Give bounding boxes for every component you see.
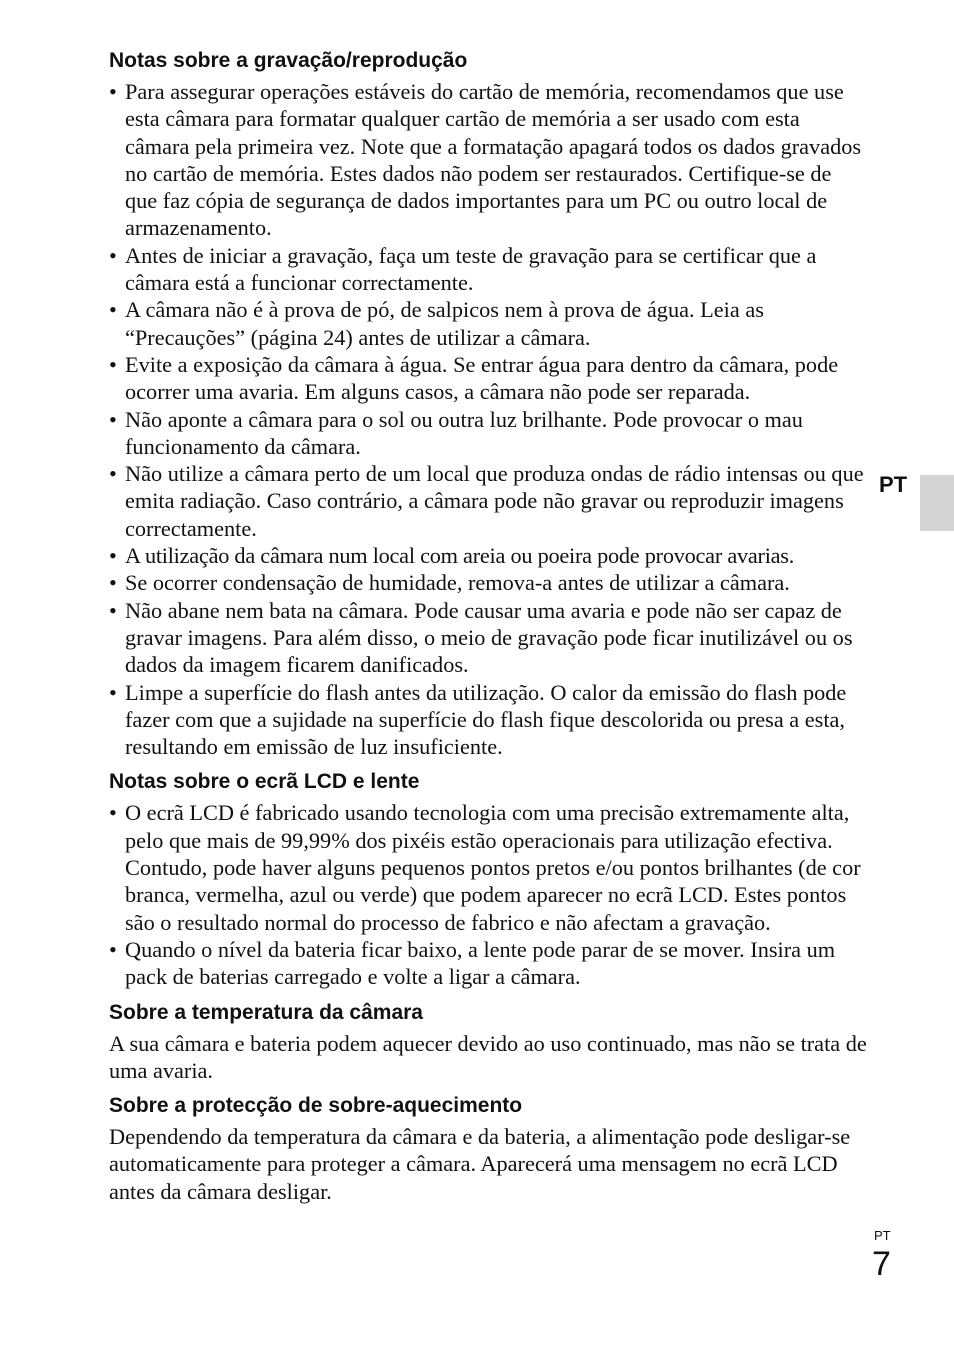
page-number: 7: [872, 1245, 891, 1283]
list-item: • A câmara não é à prova de pó, de salpicos nem à prova de água. Leia as “Precauções” (página 24) antes de utilizar a câmara.: [109, 296, 869, 351]
bullet-list: [109, 78, 869, 760]
list-item: • Limpe a superfície do flash antes da utilização. O calor da emissão do flash pode fazer com que a sujidade na superfície do flash fique descolorida ou presa a esta, resultando em emissão de luz insuficiente.: [109, 679, 869, 761]
section-heading: Notas sobre a gravação/reprodução: [109, 49, 468, 72]
section-heading: Sobre a protecção de sobre-aquecimento: [109, 1094, 523, 1118]
language-tab-label: PT: [879, 472, 908, 497]
bullet-list: [109, 799, 869, 990]
list-item: • Não abane nem bata na câmara. Pode causar uma avaria e pode não ser capaz de gravar imagens. Para além disso, o meio de gravação pode ficar inutilizável ou os dados da imagem ficarem danificados.: [109, 597, 869, 679]
section-recording-notes: [109, 48, 869, 760]
list-item: • Para assegurar operações estáveis do cartão de memória, recomendamos que use esta câmara para formatar qualquer cartão de memória a ser usado com esta câmara pela primeira vez. Note que a formatação apagará todos os dados gravados no cartão de memória. Estes dados não podem ser restaurados. Certifique-se de que faz cópia de segurança de dados importantes para um PC ou outro local de armazenamento.: [109, 78, 869, 242]
list-item: • Não utilize a câmara perto de um local que produza ondas de rádio intensas ou que emita radiação. Caso contrário, a câmara pode não gravar ou reproduzir imagens correctamente.: [109, 460, 869, 542]
section-heading: Notas sobre o ecrã LCD e lente: [109, 770, 420, 794]
section-paragraph: Dependendo da temperatura da câmara e da bateria, a alimentação pode desligar-se automaticamente para proteger a câmara. Aparecerá uma mensagem no ecrã LCD antes da câmara desligar.: [109, 1124, 851, 1204]
section-camera-temperature: [109, 1000, 869, 1085]
page-content: [109, 48, 869, 1214]
list-item: • Antes de iniciar a gravação, faça um teste de gravação para se certificar que a câmara está a funcionar correctamente.: [109, 242, 869, 297]
section-heading: Sobre a temperatura da câmara: [109, 1000, 423, 1024]
list-item: • Não aponte a câmara para o sol ou outra luz brilhante. Pode provocar o mau funcionamento da câmara.: [109, 406, 869, 461]
section-paragraph: A sua câmara e bateria podem aquecer devido ao uso continuado, mas não se trata de uma avaria.: [109, 1030, 867, 1083]
language-tab-marker: [920, 475, 954, 531]
list-item: • O ecrã LCD é fabricado usando tecnologia com uma precisão extremamente alta, pelo que mais de 99,99% dos pixéis estão operacionais para utilização efectiva. Contudo, pode haver alguns pequenos pontos pretos e/ou pontos brilhantes (de cor branca, vermelha, azul ou verde) que podem aparecer no ecrã LCD. Estes pontos são o resultado normal do processo de fabrico e não afectam a gravação.: [109, 799, 869, 935]
list-item: • Quando o nível da bateria ficar baixo, a lente pode parar de se mover. Insira um pack de baterias carregado e volte a ligar a câmara.: [109, 936, 869, 991]
list-item: • Evite a exposição da câmara à água. Se entrar água para dentro da câmara, pode ocorrer uma avaria. Em alguns casos, a câmara não pode ser reparada.: [109, 351, 869, 406]
section-lcd-lens-notes: [109, 769, 869, 990]
list-item: • Se ocorrer condensação de humidade, remova-a antes de utilizar a câmara.: [109, 569, 869, 596]
list-item: • A utilização da câmara num local com areia ou poeira pode provocar avarias.: [109, 542, 869, 569]
footer-language: PT: [874, 1228, 891, 1243]
section-overheat-protection: [109, 1093, 869, 1205]
